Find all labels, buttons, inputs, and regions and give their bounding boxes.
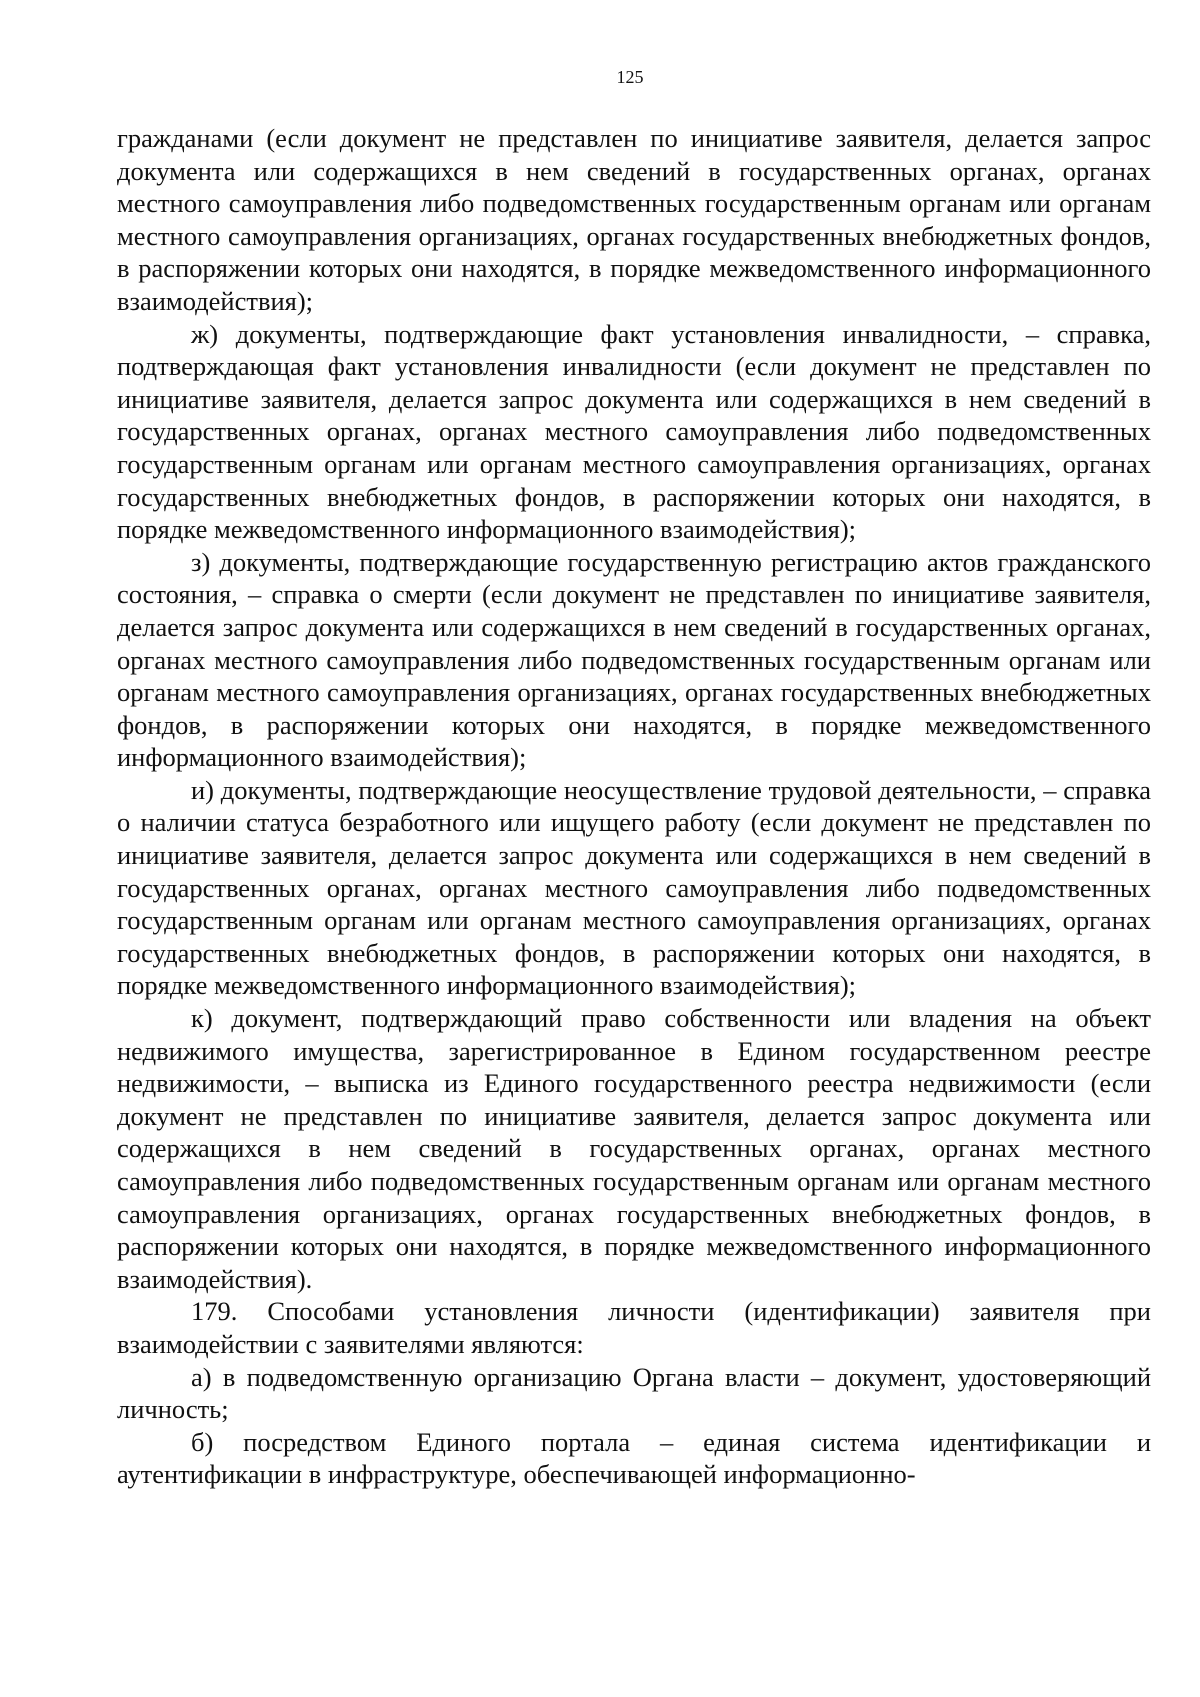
paragraph-continuation: гражданами (если документ не представлен по инициативе заявителя, делается запрос документа или содержащихся в нем сведений в государственных органах, органах местного самоуправления либо подведомственных государственным органам или органам местного самоуправления организациях, органах государственных внебюджетных фондов, в распоряжении которых они находятся, в порядке межведомственного информационного взаимодействия); <box>117 123 1151 316</box>
paragraph-item-z: з) документы, подтверждающие государственную регистрацию актов гражданского состояния, – справка о смерти (если документ не представлен по инициативе заявителя, делается запрос документа или содержащихся в нем сведений в государственных органах, органах местного самоуправления либо подведомственных государственным органам или органам местного самоуправления организациях, органах государственных внебюджетных фондов, в распоряжении которых они находятся, в порядке межведомственного информационного взаимодействия); <box>117 546 1151 773</box>
page-number: 125 <box>616 67 644 87</box>
paragraph-item-i: и) документы, подтверждающие неосуществление трудовой деятельности, – справка о наличии статуса безработного или ищущего работу (если документ не представлен по инициативе заявителя, делается запрос документа или содержащихся в нем сведений в государственных органах, органах местного самоуправления либо подведомственных государственным органам или органам местного самоуправления организациях, органах государственных внебюджетных фондов, в распоряжении которых они находятся, в порядке межведомственного информационного взаимодействия); <box>117 774 1151 1001</box>
paragraph-item-b: б) посредством Единого портала – единая система идентификации и аутентификации в инфраструктуре, обеспечивающей информационно- <box>117 1426 1151 1490</box>
paragraph-item-a: а) в подведомственную организацию Органа власти – документ, удостоверяющий личность; <box>117 1361 1151 1425</box>
paragraph-item-k: к) документ, подтверждающий право собственности или владения на объект недвижимого имущества, зарегистрированное в Едином государственном реестре недвижимости, – выписка из Единого государственного реестра недвижимости (если документ не представлен по инициативе заявителя, делается запрос документа или содержащихся в нем сведений в государственных органах, органах местного самоуправления либо подведомственных государственным органам или органам местного самоуправления организациях, органах государственных внебюджетных фондов, в распоряжении которых они находятся, в порядке межведомственного информационного взаимодействия). <box>117 1003 1151 1294</box>
document-body <box>117 122 1151 1491</box>
paragraph-item-zh: ж) документы, подтверждающие факт установления инвалидности, – справка, подтверждающая факт установления инвалидности (если документ не представлен по инициативе заявителя, делается запрос документа или содержащихся в нем сведений в государственных органах, органах местного самоуправления либо подведомственных государственным органам или органам местного самоуправления организациях, органах государственных внебюджетных фондов, в распоряжении которых они находятся, в порядке межведомственного информационного взаимодействия); <box>117 318 1151 545</box>
paragraph-179: 179. Способами установления личности (идентификации) заявителя при взаимодействии с заявителями являются: <box>117 1296 1151 1359</box>
